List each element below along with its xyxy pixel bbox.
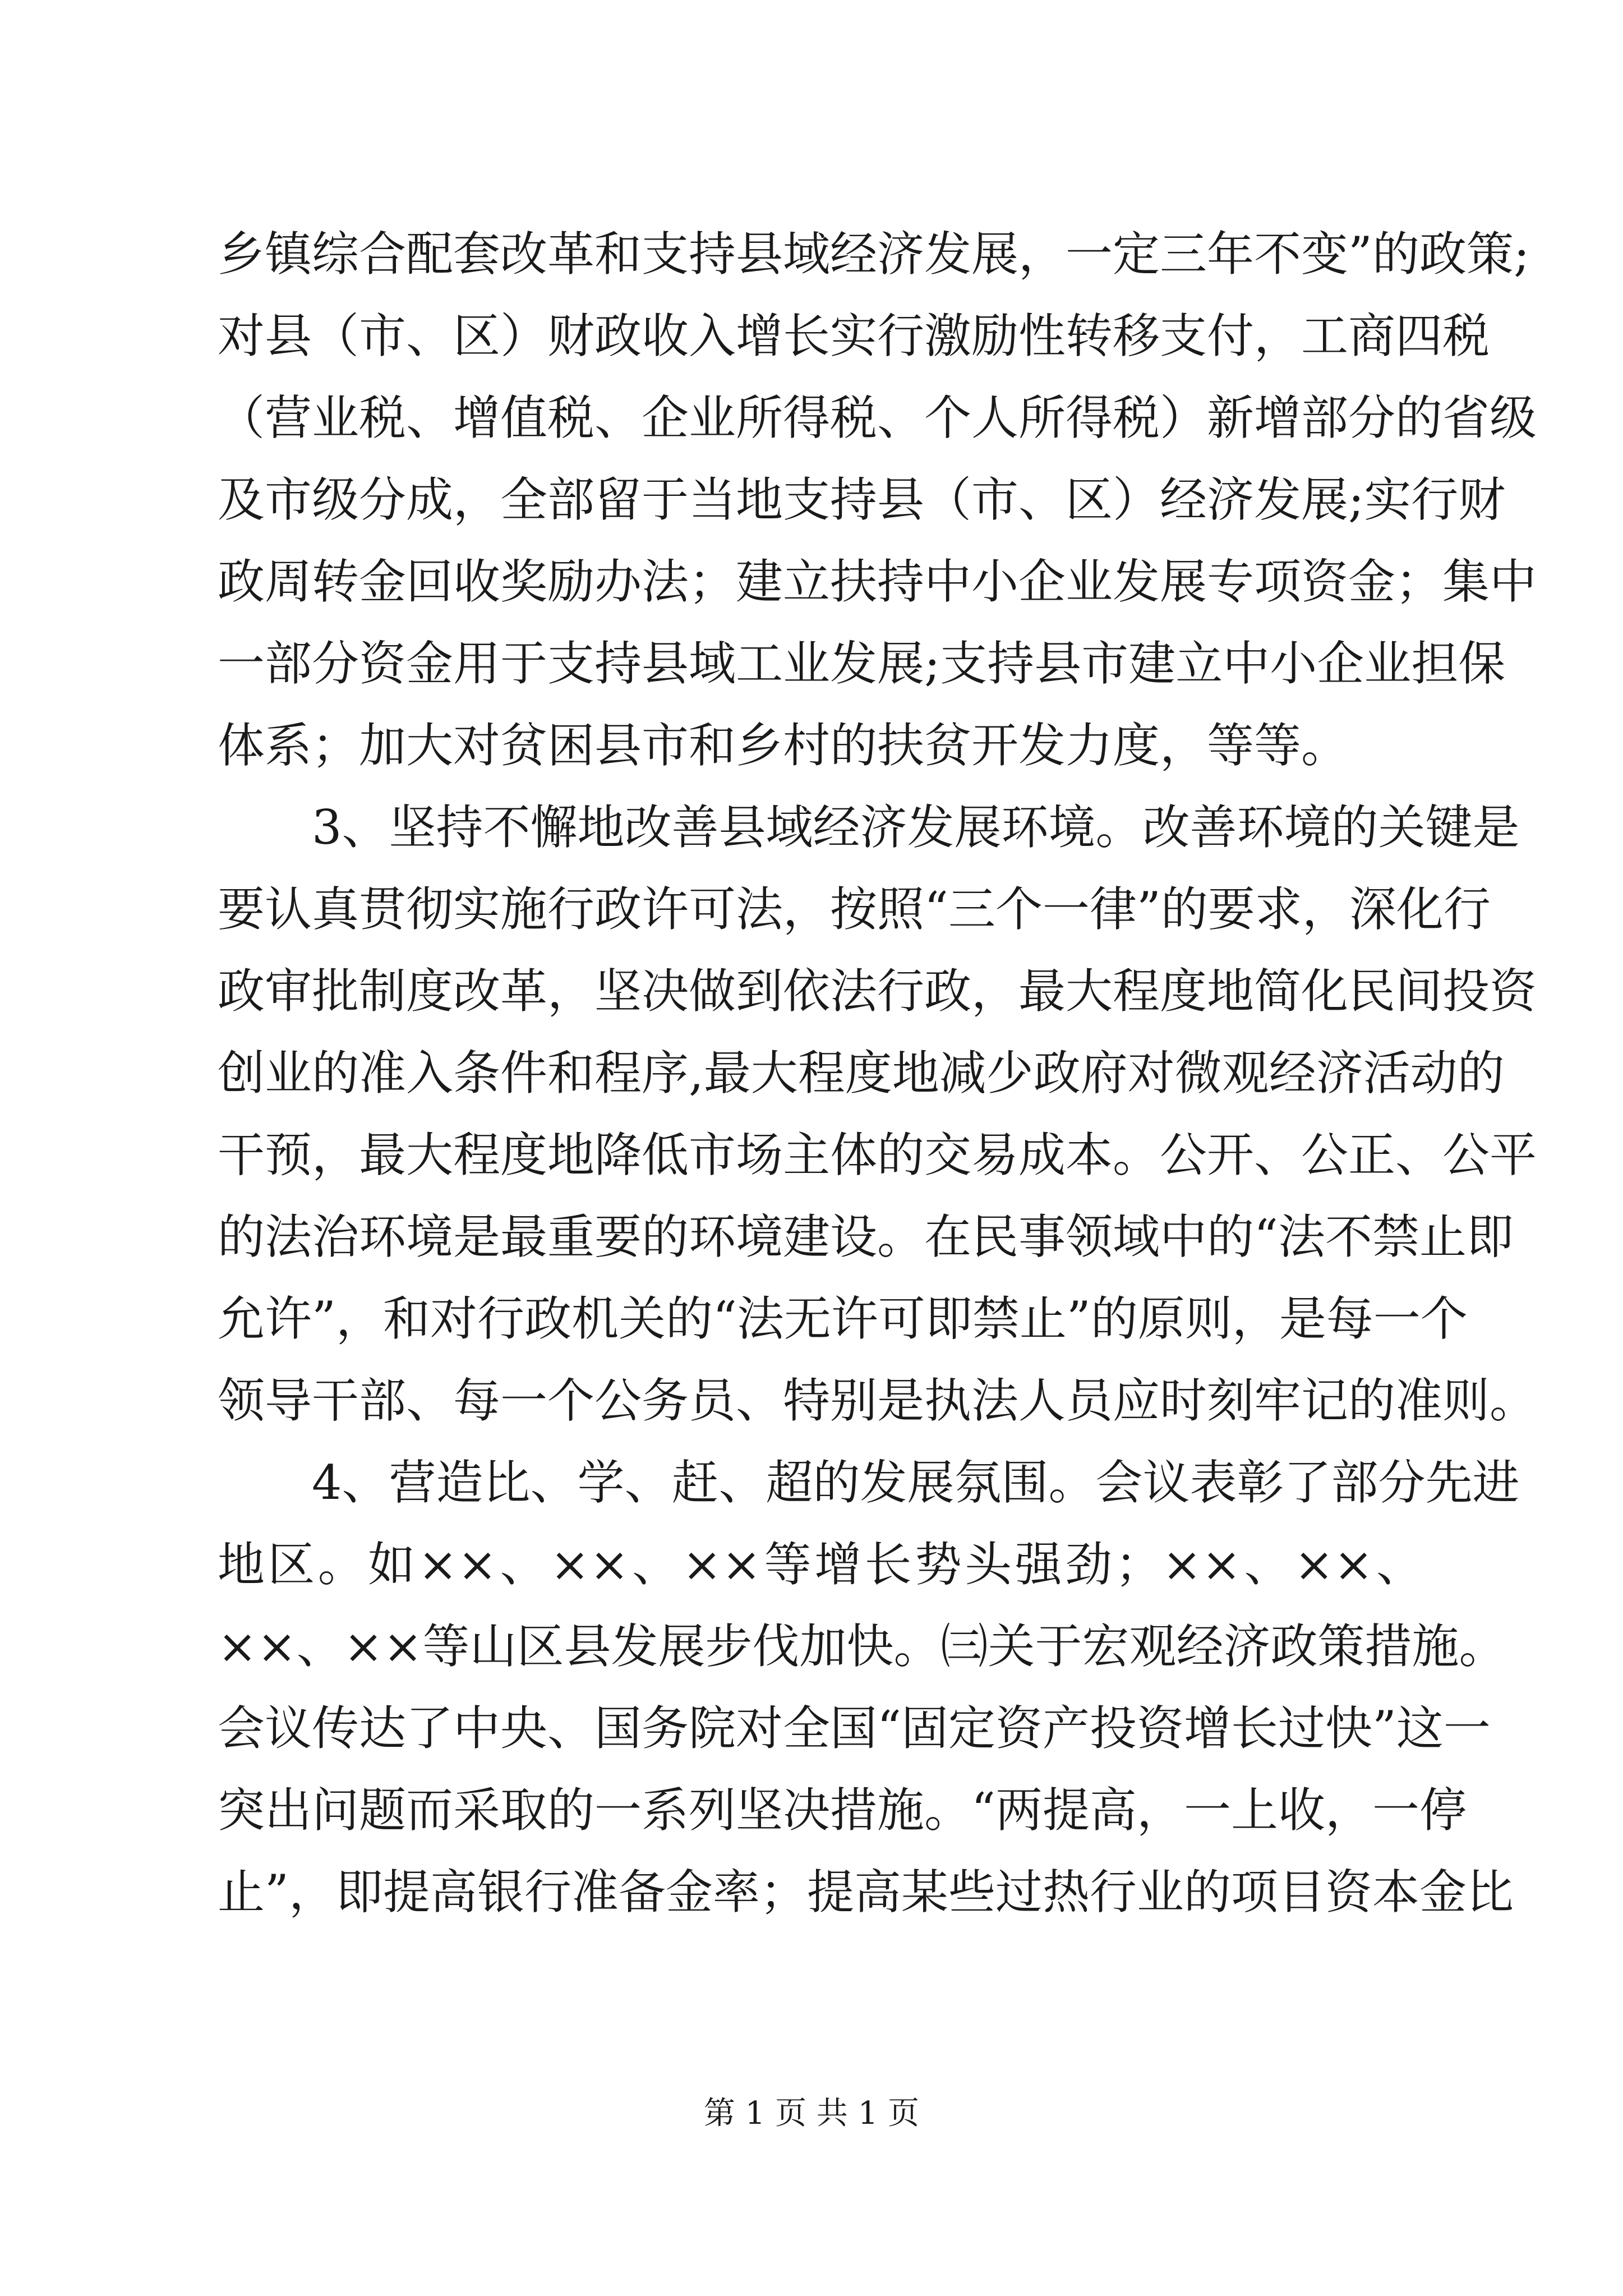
text-line-17: 地区。如××、××、××等增长势头强劲；××、××、 xyxy=(218,1537,1423,1592)
text-line-7: 体系；加大对贫困县市和乡村的扶贫开发力度，等等。 xyxy=(218,718,1349,773)
text-line-9: 要认真贯彻实施行政许可法，按照“三个一律”的要求，深化行 xyxy=(218,882,1491,937)
text-line-18: ××、××等山区县发展步伐加快。㈢关于宏观经济政策措施。 xyxy=(218,1619,1506,1674)
text-line-20: 突出问题而采取的一系列坚决措施。“两提高，一上收，一停 xyxy=(218,1783,1467,1838)
text-line-15: 领导干部、每一个公务员、特别是执法人员应时刻牢记的准则。 xyxy=(218,1373,1537,1428)
text-line-1: 乡镇综合配套改革和支持县域经济发展，一定三年不变”的政策; xyxy=(218,227,1530,282)
text-line-3: （营业税、增值税、企业所得税、个人所得税）新增部分的省级 xyxy=(218,390,1537,445)
text-line-4: 及市级分成，全部留于当地支持县（市、区）经济发展;实行财 xyxy=(218,472,1506,527)
text-line-11: 创业的准入条件和程序,最大程度地减少政府对微观经济活动的 xyxy=(218,1046,1505,1101)
text-line-10: 政审批制度改革，坚决做到依法行政，最大程度地简化民间投资 xyxy=(218,964,1537,1019)
text-line-2: 对县（市、区）财政收入增长实行激励性转移支付，工商四税 xyxy=(218,309,1490,364)
text-line-16: 4、营造比、学、赶、超的发展氛围。会议表彰了部分先进 xyxy=(312,1455,1520,1510)
text-line-12: 干预，最大程度地降低市场主体的交易成本。公开、公正、公平 xyxy=(218,1128,1537,1182)
text-line-5: 政周转金回收奖励办法；建立扶持中小企业发展专项资金；集中 xyxy=(218,554,1537,609)
text-line-8: 3、坚持不懈地改善县域经济发展环境。改善环境的关键是 xyxy=(312,800,1520,855)
text-line-21: 止”，即提高银行准备金率；提高某些过热行业的项目资本金比 xyxy=(218,1865,1514,1920)
text-line-14: 允许”，和对行政机关的“法无许可即禁止”的原则，是每一个 xyxy=(218,1291,1468,1346)
page-footer: 第 1 页 共 1 页 xyxy=(703,2095,920,2132)
body-text xyxy=(218,213,1537,1933)
text-line-19: 会议传达了中央、国务院对全国“固定资产投资增长过快”这一 xyxy=(218,1701,1491,1756)
text-line-6: 一部分资金用于支持县域工业发展;支持县市建立中小企业担保 xyxy=(218,636,1506,691)
text-line-13: 的法治环境是最重要的环境建设。在民事领域中的“法不禁止即 xyxy=(218,1209,1514,1264)
